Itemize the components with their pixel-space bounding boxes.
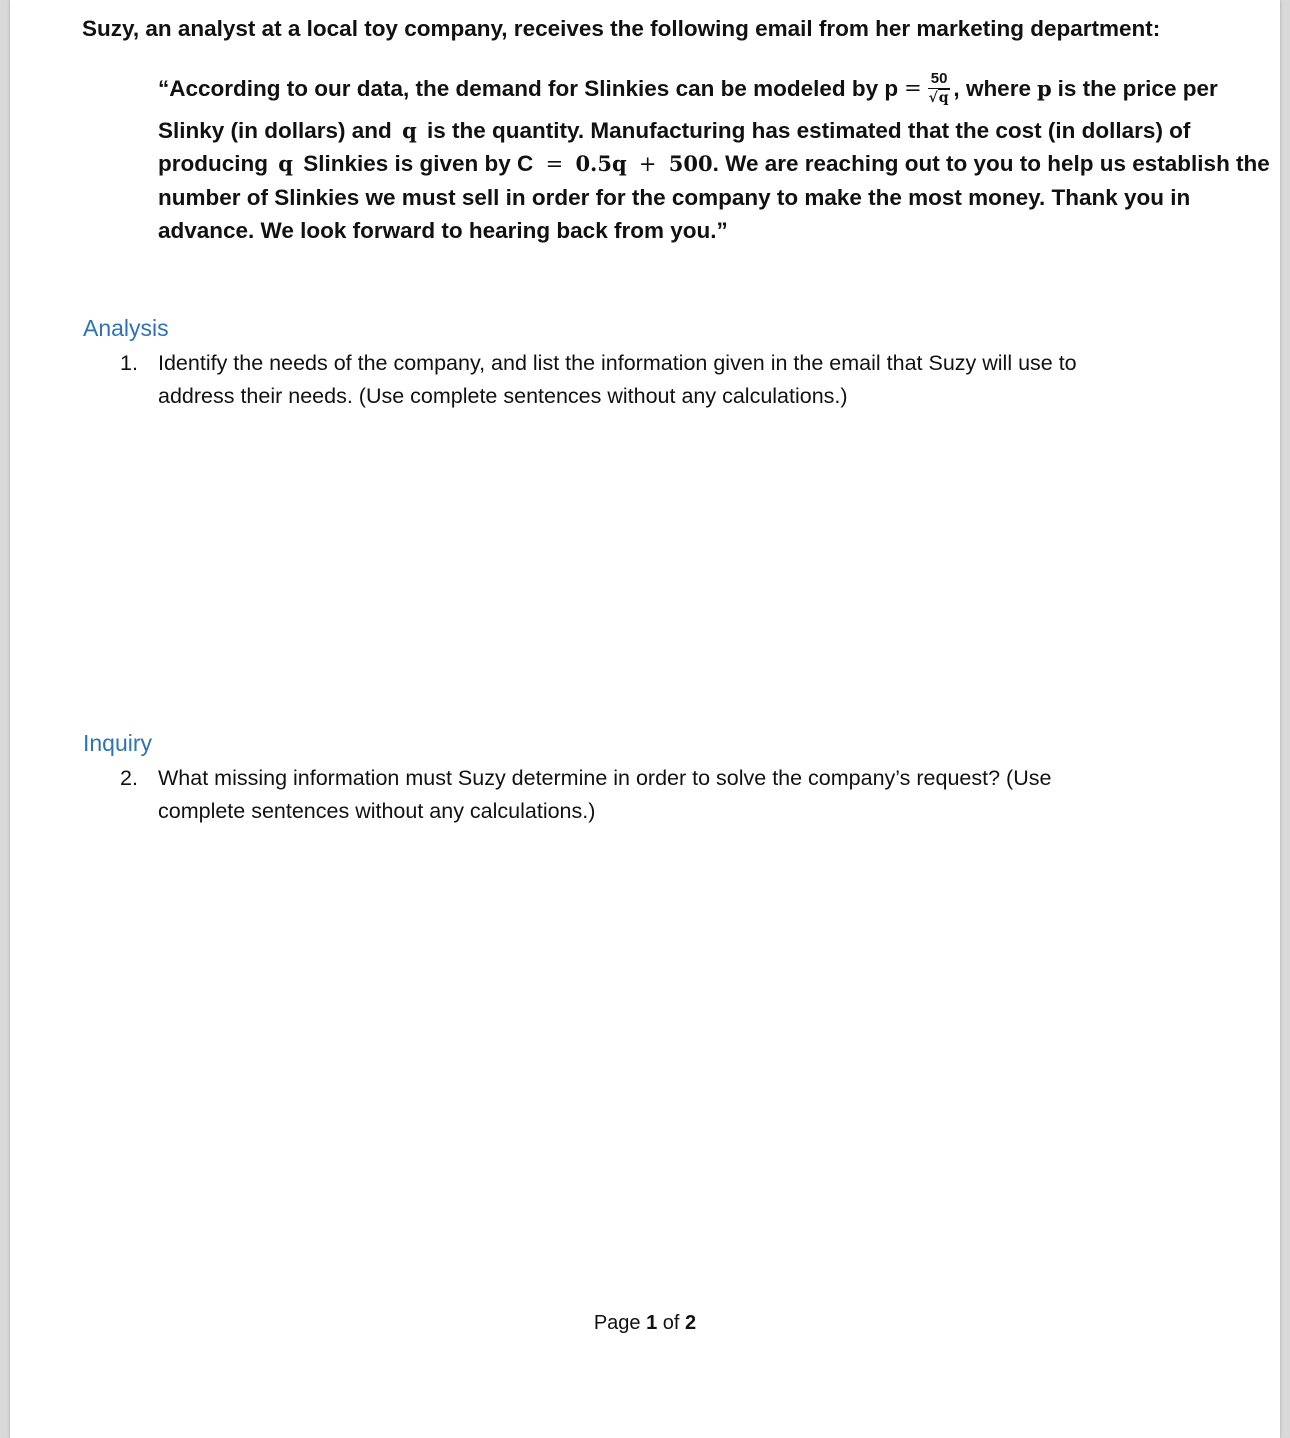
email-line-3-b: Slinkies is given by C	[303, 151, 534, 176]
of-label: of	[662, 1312, 680, 1334]
email-line-3	[158, 147, 1270, 181]
question-1-line-1: Identify the needs of the company, and list the information given in the email that Suzy will use to	[158, 351, 1077, 375]
demand-fraction	[928, 71, 951, 105]
question-text	[158, 762, 1200, 828]
equals-sign: =	[904, 75, 922, 100]
question-text	[158, 347, 1200, 413]
page-label: Page	[593, 1312, 641, 1334]
question-2-line-1: What missing information must Suzy determine in order to solve the company’s request? (Use	[158, 766, 1052, 790]
email-quote	[158, 62, 1270, 247]
fraction-denominator	[929, 89, 950, 105]
sqrt-symbol: √	[928, 90, 938, 106]
question-1	[120, 347, 1200, 413]
email-line-3-a: producing	[158, 151, 268, 176]
email-line-1-tail: is the price per	[1057, 75, 1218, 101]
email-line-3-c: . We are reaching out to you to help us establish the	[712, 151, 1270, 176]
email-line-2-a: Slinky (in dollars) and	[158, 118, 392, 143]
fixed-cost: 500	[668, 151, 713, 176]
email-line-1	[158, 62, 1228, 114]
fraction-numerator: 50	[928, 71, 951, 89]
document-page	[10, 0, 1280, 1438]
inquiry-heading: Inquiry	[83, 730, 153, 756]
question-2-line-2: complete sentences without any calculations.)	[158, 799, 596, 823]
email-line-4: number of Slinkies we must sell in order for the company to make the most money. Thank you in	[158, 185, 1191, 210]
email-line-2-b: is the quantity. Manufacturing has estimated that the cost (in dollars) of	[427, 118, 1191, 143]
plus-sign: +	[638, 152, 657, 176]
question-number: 2.	[120, 766, 138, 790]
cost-coefficient: 0.5q	[575, 151, 627, 176]
email-line-5: advance. We look forward to hearing back from you.”	[158, 218, 728, 243]
equals-sign: =	[545, 152, 564, 176]
email-line-2	[158, 114, 1228, 147]
sqrt-radicand: q	[938, 90, 949, 106]
email-line-1-prefix: “According to our data, the demand for Slinkies can be modeled by p	[158, 75, 899, 101]
total-pages-number: 2	[685, 1312, 697, 1334]
where-text: where	[959, 75, 1031, 101]
question-number: 1.	[120, 351, 138, 375]
intro-paragraph: Suzy, an analyst at a local toy company, receives the following email from her marketing department:	[82, 16, 1161, 41]
q-variable: q	[278, 151, 293, 176]
current-page-number: 1	[646, 1312, 658, 1334]
comma: ,	[953, 75, 960, 101]
question-1-line-2: address their needs. (Use complete sentences without any calculations.)	[158, 384, 848, 408]
page-footer	[10, 1308, 1280, 1338]
analysis-heading: Analysis	[83, 315, 169, 341]
p-variable: p	[1036, 75, 1052, 101]
q-variable: q	[402, 118, 417, 143]
question-2	[120, 762, 1200, 828]
